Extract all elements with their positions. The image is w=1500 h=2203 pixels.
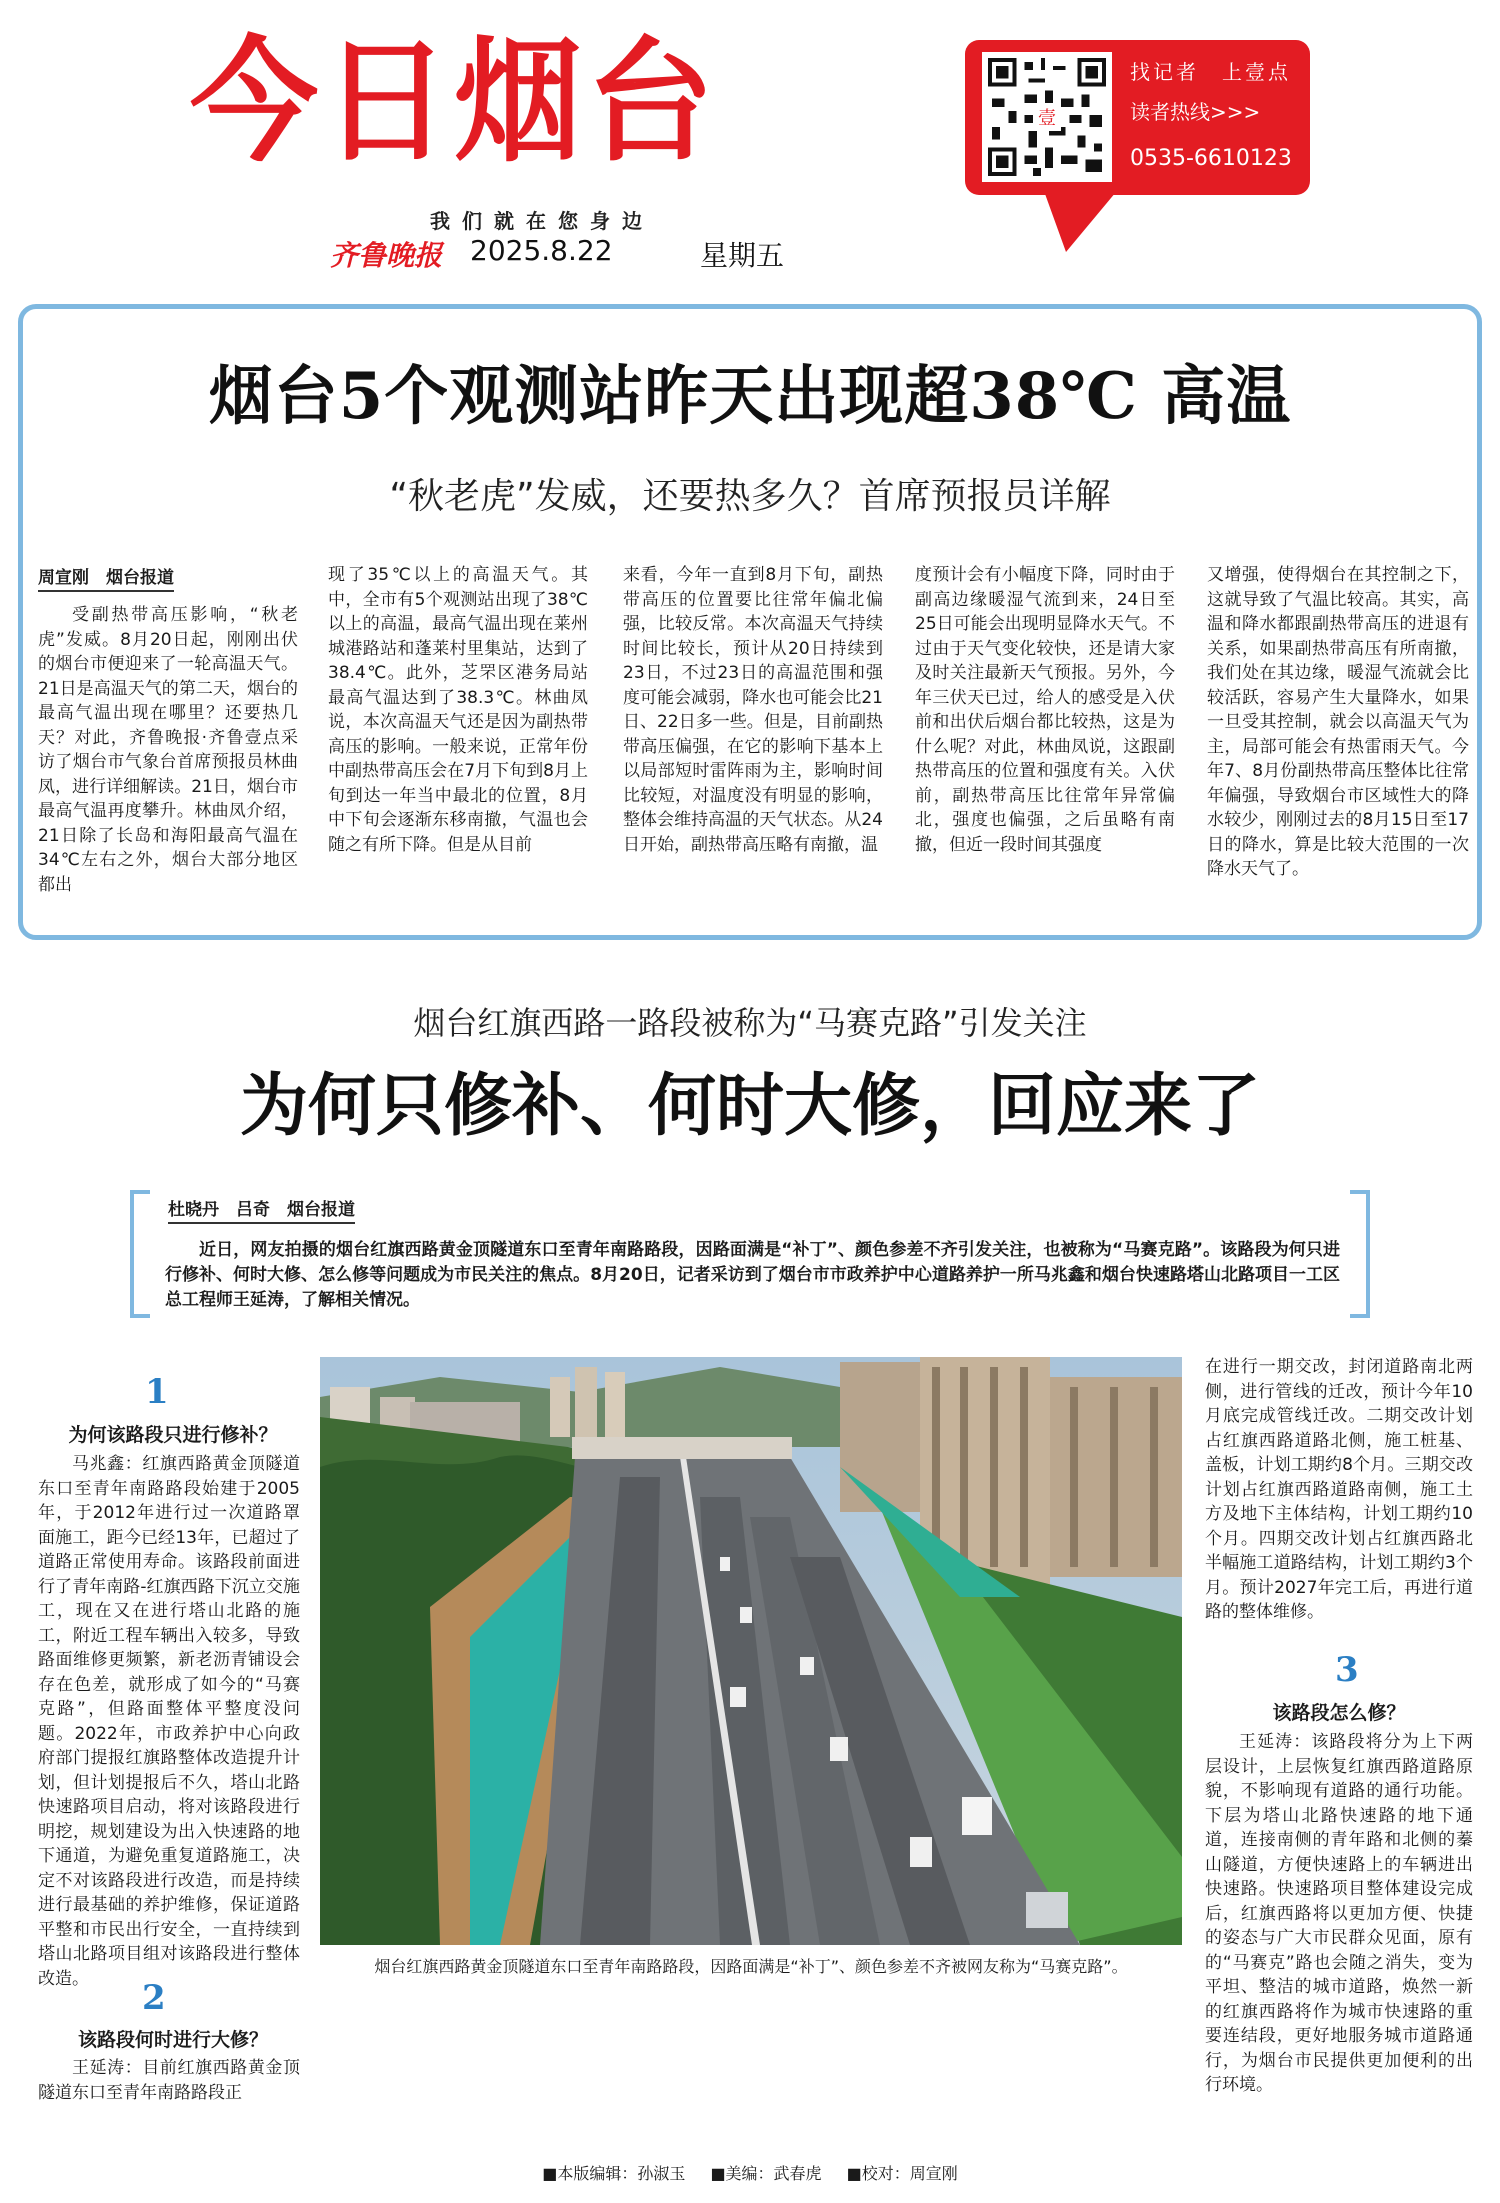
lead-column-1: 受副热带高压影响，“秋老虎”发威。8月20日起，刚刚出伏的烟台市便迎来了一轮高温天气。21日是高温天气的第二天，烟台的最高气温出现在哪里？还要热几天？对此，齐鲁晚报·齐鲁壹点采访了烟台市气象台首席预报员林曲凤，进行详细解读。21日，烟台市最高气温再度攀升。林曲凤介绍，21日除了长岛和海阳最高气温在34℃左右之外，烟台大部分地区都出 xyxy=(38,605,298,895)
lead-subheadline: “秋老虎”发威，还要热多久？首席预报员详解 xyxy=(389,476,1111,517)
question-1-body: 马兆鑫：红旗西路黄金顶隧道东口至青年南路路段始建于2005年，于2012年进行过一次道路罩面施工，距今已经13年，已超过了道路正常使用寿命。该路段前面进行了青年南路-红旗西路下沉立交施工，现在又在进行塔山北路的施工，附近工程车辆出入较多，导致路面维修更频繁，新老沥青铺设会存在色差，就形成了如今的“马赛克路”，但路面整体平整度没问题。2022年，市政养护中心向政府部门提报红旗路整体改造提升计划，但计划提报后不久，塔山北路快速路项目启动，将对该路段进行明挖，规划建设为出入快速路的地下通道，为避免重复道路施工，决定不对该路段进行改造，而是持续进行最基础的养护维修，保证道路平整和市民出行安全，一直持续到塔山北路项目组对该路段进行整体改造。 xyxy=(38,1454,300,1989)
question-2-title: 该路段何时进行大修？ xyxy=(77,2029,268,2051)
hotline-phone[interactable]: 0535-6610123 xyxy=(1130,146,1292,171)
footer-proofreader: ■校对：周宣刚 xyxy=(846,2164,958,2183)
masthead-title: 今日烟台 xyxy=(190,24,719,181)
question-3-number: 3 xyxy=(1335,1650,1359,1690)
second-byline: 杜晓丹 吕奇 烟台报道 xyxy=(168,1195,355,1224)
second-lead: 近日，网友拍摄的烟台红旗西路黄金顶隧道东口至青年南路路段，因路面满是“补丁”、颜色参差不齐引发关注，也被称为“马赛克路”。该路段为何只进行修补、何时大修、怎么修等问题成为市民关注的焦点。8月20日，记者采访到了烟台市市政养护中心道路养护一所马兆鑫和烟台快速路塔山北路项目一工区总工程师王延涛，了解相关情况。 xyxy=(165,1240,1340,1310)
question-2-number: 2 xyxy=(142,1978,166,2018)
question-2-continued: 在进行一期交改，封闭道路南北两侧，进行管线的迁改，预计今年10月底完成管线迁改。二期交改计划占红旗西路道路北侧，施工桩基、盖板，计划工期约8个月。三期交改计划占红旗西路道路南侧，施工土方及地下主体结构，计划工期约10个月。四期交改计划占红旗西路北半幅施工道路结构，计划工期约3个月。预计2027年完工后，再进行道路的整体维修。 xyxy=(1205,1357,1473,1622)
paper-name: 齐鲁晚报 xyxy=(330,239,443,272)
svg-text:壹: 壹 xyxy=(1037,107,1057,129)
footer-designer: ■美编：武春虎 xyxy=(710,2164,822,2183)
question-2-body: 王延涛：目前红旗西路黄金顶隧道东口至青年南路路段正 xyxy=(38,2058,300,2103)
lead-column-3: 来看，今年一直到8月下旬，副热带高压的位置要比往常年偏北偏强，比较反常。本次高温天气持续时间比较长，预计从20日持续到23日，不过23日的高温范围和强度可能会减弱，降水也可能会比21日、22日多一些。但是，目前副热带高压偏强，在它的影响下基本上以局部短时雷阵雨为主，影响时间比较短，对温度没有明显的影响，整体会维持高温的天气状态。从24日开始，副热带高压略有南撤，温 xyxy=(623,565,883,855)
page-footer xyxy=(0,2161,1500,2184)
lead-bracket-right xyxy=(1350,1190,1370,1318)
lead-headline: 烟台5个观测站昨天出现超38℃ 高温 xyxy=(208,359,1292,434)
question-3-title: 该路段怎么修？ xyxy=(1272,1702,1406,1724)
lead-bracket-left xyxy=(130,1190,150,1318)
masthead-slogan: 我们就在您身边 xyxy=(430,209,654,233)
lead-column-5: 又增强，使得烟台在其控制之下，这就导致了气温比较高。其实，高温和降水都跟副热带高压的进退有关系，如果副热带高压有所南撤，我们处在其边缘，暖湿气流就会比较活跃，容易产生大量降水，如果一旦受其控制，就会以高温天气为主，局部可能会有热雷雨天气。今年7、8月份副热带高压整体比往常年偏强，导致烟台市区域性大的降水较少，刚刚过去的8月15日至17日的降水，算是比较大范围的一次降水天气了。 xyxy=(1207,565,1469,879)
footer-editor: ■本版编辑：孙淑玉 xyxy=(542,2164,686,2183)
question-1-number: 1 xyxy=(145,1372,169,1412)
photo-caption: 烟台红旗西路黄金顶隧道东口至青年南路路段，因路面满是“补丁”、颜色参差不齐被网友称为“马赛克路”。 xyxy=(374,1957,1128,1976)
hotline-label: 读者热线>>> xyxy=(1130,100,1261,124)
issue-weekday: 星期五 xyxy=(700,239,785,272)
road-photo-image xyxy=(320,1357,1182,1945)
lead-column-4: 度预计会有小幅度下降，同时由于副高边缘暖湿气流到来，24日至25日可能会出现明显降水天气。不过由于天气变化较快，还是请大家及时关注最新天气预报。另外，今年三伏天已过，给人的感受是入伏前和出伏后烟台都比较热，这是为什么呢？对此，林曲凤说，这跟副热带高压的位置和强度有关。入伏前，副热带高压比往常年异常偏北，强度也偏强，之后虽略有南撤，但近一段时间其强度 xyxy=(915,565,1175,855)
hotline-slogan: 找记者 上壹点 xyxy=(1130,60,1291,84)
road-photo[interactable] xyxy=(320,1357,1182,1945)
question-3-body: 王延涛：该路段将分为上下两层设计，上层恢复红旗西路道路原貌，不影响现有道路的通行功能。下层为塔山北路快速路的地下通道，连接南侧的青年路和北侧的蓁山隧道，方便快速路上的车辆进出快速路。快速路项目整体建设完成后，红旗西路将以更加方便、快捷的姿态与广大市民群众见面，原有的“马赛克”路也会随之消失，变为平坦、整洁的城市道路，焕然一新的红旗西路将作为城市快速路的重要连结段，更好地服务城市道路通行，为烟台市民提供更加便利的出行环境。 xyxy=(1205,1732,1473,2095)
lead-column-2: 现了35℃以上的高温天气。其中，全市有5个观测站出现了38℃以上的高温，最高气温出现在莱州城港路站和蓬莱村里集站，达到了38.4℃。此外，芝罘区港务局站最高气温达到了38.3℃。林曲凤说，本次高温天气还是因为副热带高压的影响。一般来说，正常年份中副热带高压会在7月下旬到8月上旬到达一年当中最北的位置，8月中下旬会逐渐东移南撤，气温也会随之有所下降。但是从目前 xyxy=(328,565,588,855)
second-headline: 为何只修补、何时大修，回应来了 xyxy=(239,1066,1260,1146)
lead-byline: 周宣刚 烟台报道 xyxy=(38,563,174,592)
second-kicker: 烟台红旗西路一路段被称为“马赛克路”引发关注 xyxy=(413,1004,1087,1042)
issue-date: 2025.8.22 xyxy=(470,234,613,267)
question-1-title: 为何该路段只进行修补？ xyxy=(68,1424,278,1446)
qr-code-icon[interactable] xyxy=(982,52,1112,182)
